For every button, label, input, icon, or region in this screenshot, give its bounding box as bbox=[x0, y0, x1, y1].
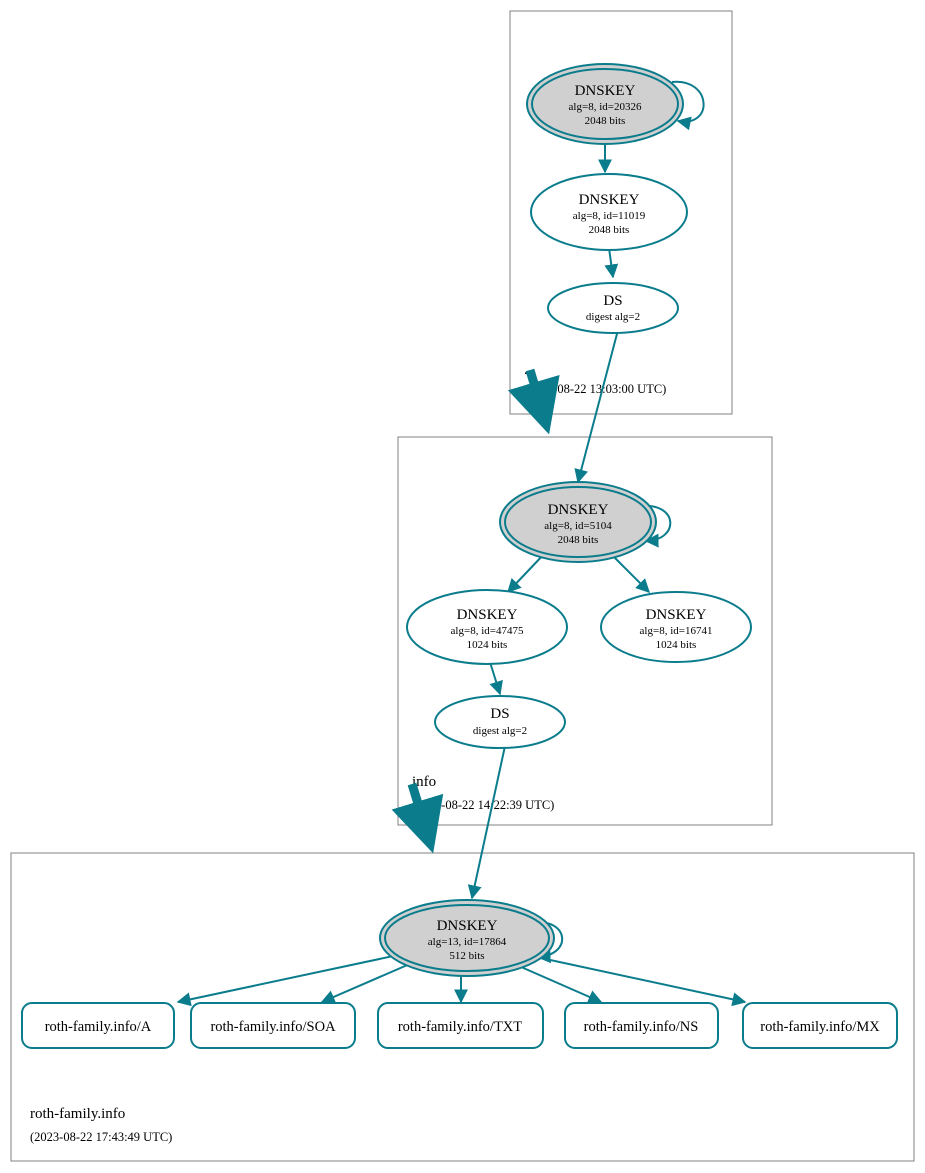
dnskey-17864-title: DNSKEY bbox=[436, 918, 498, 934]
dnskey-16741-title: DNSKEY bbox=[645, 607, 707, 623]
ds-root-title: DS bbox=[603, 293, 623, 309]
node-ds-info-roth[interactable] bbox=[435, 696, 565, 748]
zone-label-roth-name: roth-family.info bbox=[30, 1106, 126, 1122]
dnskey-20326-title: DNSKEY bbox=[574, 83, 636, 99]
ds-info-ellipse bbox=[435, 696, 565, 748]
zone-label-root-name: . bbox=[524, 362, 528, 378]
rrset-mx-label: roth-family.info/MX bbox=[760, 1019, 880, 1035]
node-dnskey-17864[interactable] bbox=[380, 900, 554, 976]
dnskey-5104-size: 2048 bits bbox=[557, 534, 599, 546]
edge-zsk11019-to-ds-root bbox=[609, 248, 613, 277]
node-dnskey-47475[interactable] bbox=[407, 590, 567, 664]
node-rrset-soa[interactable] bbox=[191, 1003, 355, 1048]
node-rrset-a[interactable] bbox=[22, 1003, 174, 1048]
edge-ksk17864-to-rr-a bbox=[178, 955, 398, 1002]
node-dnskey-11019[interactable] bbox=[531, 174, 687, 250]
dnskey-5104-alg: alg=8, id=5104 bbox=[544, 520, 612, 532]
edge-delegation-info-to-roth bbox=[412, 784, 430, 843]
edge-ksk5104-to-zsk47475 bbox=[508, 553, 545, 592]
edge-ds-root-to-ksk5104 bbox=[578, 330, 618, 482]
dnskey-17864-size: 512 bits bbox=[449, 950, 485, 962]
edge-ds-info-to-ksk17864 bbox=[472, 746, 505, 898]
dnskey-20326-alg: alg=8, id=20326 bbox=[568, 101, 642, 113]
dnskey-47475-alg: alg=8, id=47475 bbox=[450, 625, 524, 637]
node-rrset-txt[interactable] bbox=[378, 1003, 543, 1048]
ds-root-digest: digest alg=2 bbox=[585, 311, 641, 323]
dnskey-47475-title: DNSKEY bbox=[456, 607, 518, 623]
zone-label-info-name: info bbox=[412, 774, 437, 790]
ds-info-digest: digest alg=2 bbox=[472, 725, 528, 737]
ds-info-title: DS bbox=[490, 706, 510, 722]
rrset-a-label: roth-family.info/A bbox=[44, 1019, 152, 1035]
rrset-txt-label: roth-family.info/TXT bbox=[397, 1019, 523, 1035]
node-rrset-mx[interactable] bbox=[743, 1003, 897, 1048]
rrset-ns-label: roth-family.info/NS bbox=[583, 1019, 699, 1035]
dnskey-5104-title: DNSKEY bbox=[547, 502, 609, 518]
zone-label-roth-date: (2023-08-22 17:43:49 UTC) bbox=[30, 1130, 173, 1144]
dnskey-47475-size: 1024 bits bbox=[466, 639, 508, 651]
edge-ksk17864-to-rr-mx bbox=[527, 955, 745, 1002]
dnskey-16741-alg: alg=8, id=16741 bbox=[639, 625, 713, 637]
dnskey-16741-size: 1024 bits bbox=[655, 639, 697, 651]
dnskey-11019-title: DNSKEY bbox=[578, 192, 640, 208]
zone-label-root-date: (2023-08-22 13:03:00 UTC) bbox=[524, 382, 667, 396]
dnskey-11019-size: 2048 bits bbox=[588, 224, 630, 236]
zone-label-info-date: (2023-08-22 14:22:39 UTC) bbox=[412, 798, 555, 812]
node-rrset-ns[interactable] bbox=[565, 1003, 718, 1048]
dnskey-11019-alg: alg=8, id=11019 bbox=[572, 210, 646, 222]
rrset-soa-label: roth-family.info/SOA bbox=[210, 1019, 336, 1035]
edge-ksk5104-to-zsk16741 bbox=[610, 553, 649, 592]
node-dnskey-16741[interactable] bbox=[601, 592, 751, 662]
dnskey-17864-alg: alg=13, id=17864 bbox=[427, 936, 507, 948]
node-dnskey-5104[interactable] bbox=[500, 482, 656, 562]
dnskey-20326-size: 2048 bits bbox=[584, 115, 626, 127]
node-dnskey-20326[interactable] bbox=[527, 64, 683, 144]
node-ds-root-info[interactable] bbox=[548, 283, 678, 333]
edge-delegation-root-to-info bbox=[530, 370, 546, 424]
